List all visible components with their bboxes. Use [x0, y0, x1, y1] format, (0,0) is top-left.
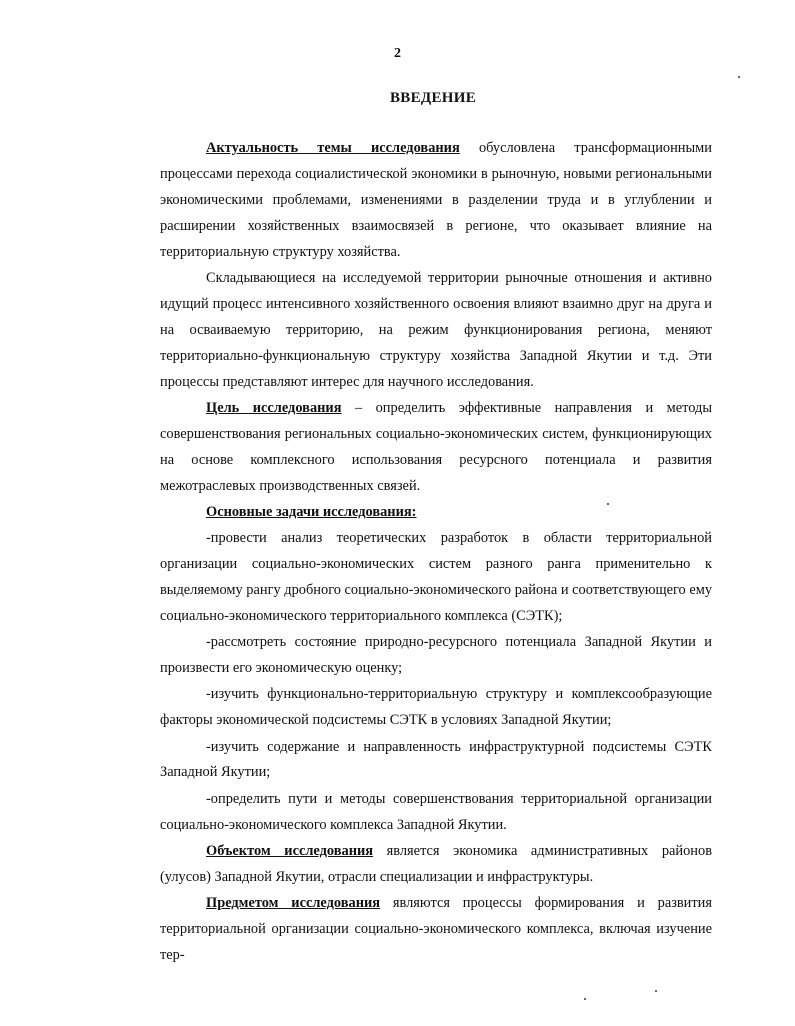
task-item-2: -рассмотреть состояние природно-ресурсного потенциала Западной Якутии и произвести его экономическую оценку; [160, 634, 712, 677]
relevance-text: обусловлена трансформационными процессами перехода социалистической экономики в рыночную, новыми региональными экономическими проблемами, изменениями в разделении труда и в углублении и расширении хозяйственных взаимосвязей в регионе, что оказывает влияние на территориальную структуру хозяйства. [160, 140, 712, 260]
scan-speck [655, 990, 657, 992]
task-item-4: -изучить содержание и направленность инфраструктурной подсистемы СЭТК Западной Якутии; [160, 738, 712, 781]
task-item-3: -изучить функционально-территориальную структуру и комплексообразующие факторы экономической подсистемы СЭТК в условиях Западной Якутии; [160, 686, 712, 729]
body-text [160, 136, 712, 969]
object-paragraph [160, 839, 712, 891]
relevance-heading: Актуальность темы исследования [206, 140, 460, 156]
page-number: 2 [394, 46, 401, 61]
scan-speck [607, 503, 609, 505]
object-heading: Объектом исследования [206, 842, 374, 859]
page-title: ВВЕДЕНИЕ [389, 90, 477, 106]
task-item-1: -провести анализ теоретических разработок в области территориальной организации социально-экономических систем разного ранга применительно к выделяемому рангу дробного социально-экономического района и соответствующего ему социально-экономического территориального комплекса (СЭТК); [160, 530, 713, 624]
object-text: является экономика административных районов (улусов) Западной Якутии, отрасли специализации и инфраструктуры. [160, 842, 713, 885]
subject-paragraph [160, 891, 712, 969]
goal-text: – определить эффективные направления и методы совершенствования региональных социально-экономических систем, функционирующих на основе комплексного использования ресурсного потенциала и развития межотраслевых производственных связей. [160, 399, 712, 494]
goal-heading: Цель исследования [206, 399, 342, 416]
scan-speck [584, 998, 586, 1000]
relevance-paragraph [160, 136, 712, 266]
subject-heading: Предметом исследования [206, 895, 381, 912]
subject-text: являются процессы формирования и развития территориальной организации социально-экономического комплекса, включая изучение тер- [160, 895, 712, 963]
market-paragraph: Складывающиеся на исследуемой территории рыночные отношения и активно идущий процесс интенсивного хозяйственного освоения влияют взаимно друг на друга и на осваиваемую территорию, на режим функционирования региона, меняют территориально-функциональную структуру хозяйства Западной Якутии и т.д. Эти процессы представляют интерес для научного исследования. [160, 269, 712, 390]
scan-speck [738, 76, 740, 78]
task-item-5: -определить пути и методы совершенствования территориальной организации социально-экономического комплекса Западной Якутии. [160, 790, 712, 833]
tasks-heading: Основные задачи исследования: [206, 503, 417, 520]
goal-paragraph [160, 396, 712, 500]
tasks-heading-paragraph [160, 500, 712, 526]
